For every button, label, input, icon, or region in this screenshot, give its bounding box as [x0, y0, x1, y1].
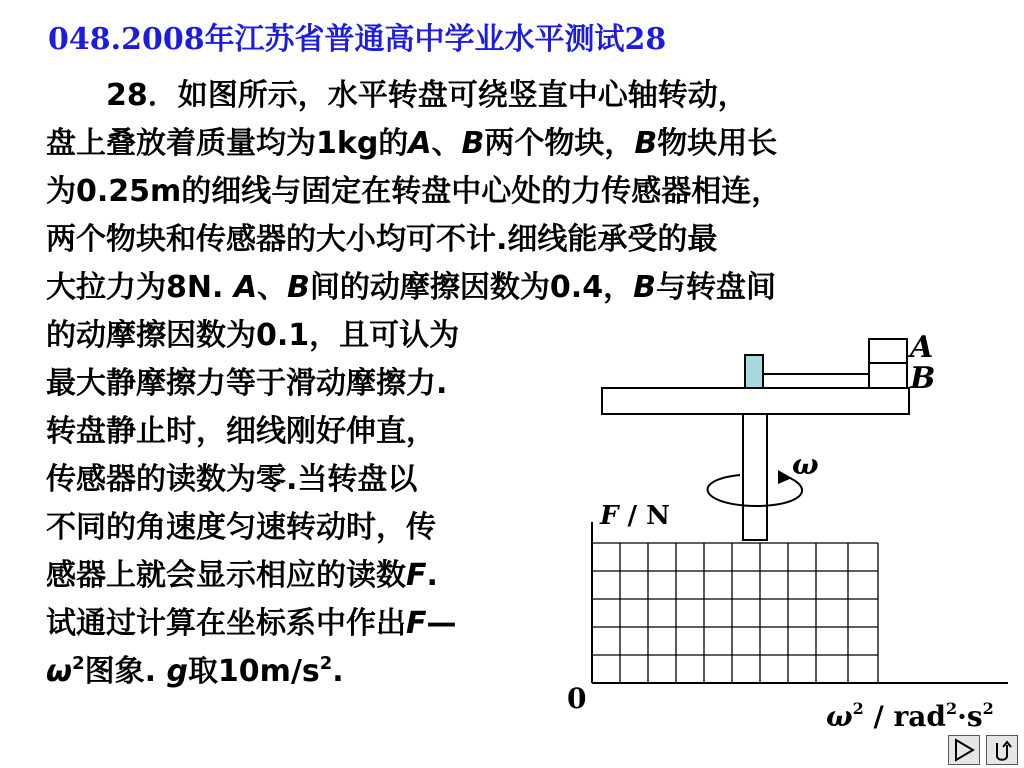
return-button[interactable] — [986, 735, 1018, 765]
problem-text-part: F — [406, 558, 427, 593]
return-arrow-icon — [987, 736, 1017, 764]
problem-text-part: 间的动摩擦因数为0.4， — [309, 270, 634, 305]
problem-line — [46, 456, 417, 504]
page-title: 048.2008年江苏省普通高中学业水平测试28 — [48, 22, 667, 57]
origin-label: 0 — [567, 682, 587, 715]
problem-text-part: 两个物块和传感器的大小均可不计.细线能承受的最 — [46, 222, 718, 257]
play-triangle-icon — [949, 736, 979, 764]
problem-text-part: 最大静摩擦力等于滑动摩擦力. — [46, 366, 448, 401]
problem-text-part: 不同的角速度匀速转动时，传 — [46, 510, 436, 545]
block-b-label: B — [910, 361, 936, 396]
problem-line — [46, 264, 776, 312]
force-sensor — [745, 355, 763, 388]
problem-text-part: . — [332, 654, 344, 689]
problem-text-part: — — [426, 606, 457, 641]
problem-text-part: A — [408, 126, 432, 161]
problem-text-part: 的动摩擦因数为0.1，且可认为 — [46, 318, 460, 353]
problem-text-part: ω — [46, 654, 73, 689]
problem-text-part: 取10m/s — [187, 654, 320, 689]
problem-line — [46, 168, 781, 216]
problem-text-part: B — [634, 126, 658, 161]
problem-line — [46, 216, 717, 264]
x-axis-label: $\omega^2 / rad^2\cdot s^2$ — [826, 699, 994, 733]
problem-text-part: 为0.25m的细线与固定在转盘中心处的力传感器相连， — [46, 174, 782, 209]
problem-text-part: 感器上就会显示相应的读数 — [46, 558, 406, 593]
problem-text-part: 两个物块， — [484, 126, 635, 161]
problem-line — [46, 120, 777, 168]
problem-text-part: 传感器的读数为零.当转盘以 — [46, 462, 418, 497]
problem-text-part: A — [233, 270, 258, 305]
problem-line — [46, 72, 748, 120]
problem-text-part: B — [633, 270, 656, 305]
problem-line — [46, 648, 344, 696]
turntable-plate — [602, 388, 909, 414]
problem-text-part: g — [166, 654, 188, 689]
problem-line — [46, 360, 447, 408]
problem-line — [46, 600, 457, 648]
problem-text-part: 盘上叠放着质量均为1kg的 — [46, 126, 409, 161]
problem-text-part: B — [287, 270, 310, 305]
grid — [592, 543, 878, 683]
block-a-label: A — [910, 330, 934, 365]
problem-text-part: 2 — [319, 653, 333, 674]
problem-text-part: 与转盘间 — [655, 270, 776, 305]
problem-line — [46, 312, 459, 360]
omega-label: ω — [792, 448, 819, 481]
problem-text-part: 试通过计算在坐标系中作出 — [46, 606, 406, 641]
problem-text-part: 28．如图所示，水平转盘可绕竖直中心轴转动， — [46, 78, 748, 113]
problem-text-part: 2 — [72, 653, 85, 674]
block-a — [869, 339, 907, 363]
problem-text-part: B — [461, 126, 485, 161]
problem-text-part: 、 — [431, 126, 462, 161]
y-axis-label: F / N — [600, 501, 670, 531]
problem-text-part: 转盘静止时，细线刚好伸直， — [46, 414, 436, 449]
problem-text-part: F — [406, 606, 427, 641]
problem-text-part: . — [426, 558, 438, 593]
problem-text-part: 大拉力为8N. — [46, 270, 234, 305]
problem-line — [46, 504, 436, 552]
problem-line — [46, 408, 436, 456]
problem-text-part: 图象. — [84, 654, 167, 689]
next-slide-button[interactable] — [948, 735, 980, 765]
problem-line — [46, 552, 438, 600]
shaft — [743, 414, 767, 540]
rotation-arrow-icon — [708, 475, 802, 506]
problem-text-part: 物块用长 — [657, 126, 778, 161]
block-b — [869, 363, 907, 388]
problem-text-part: 、 — [257, 270, 288, 305]
